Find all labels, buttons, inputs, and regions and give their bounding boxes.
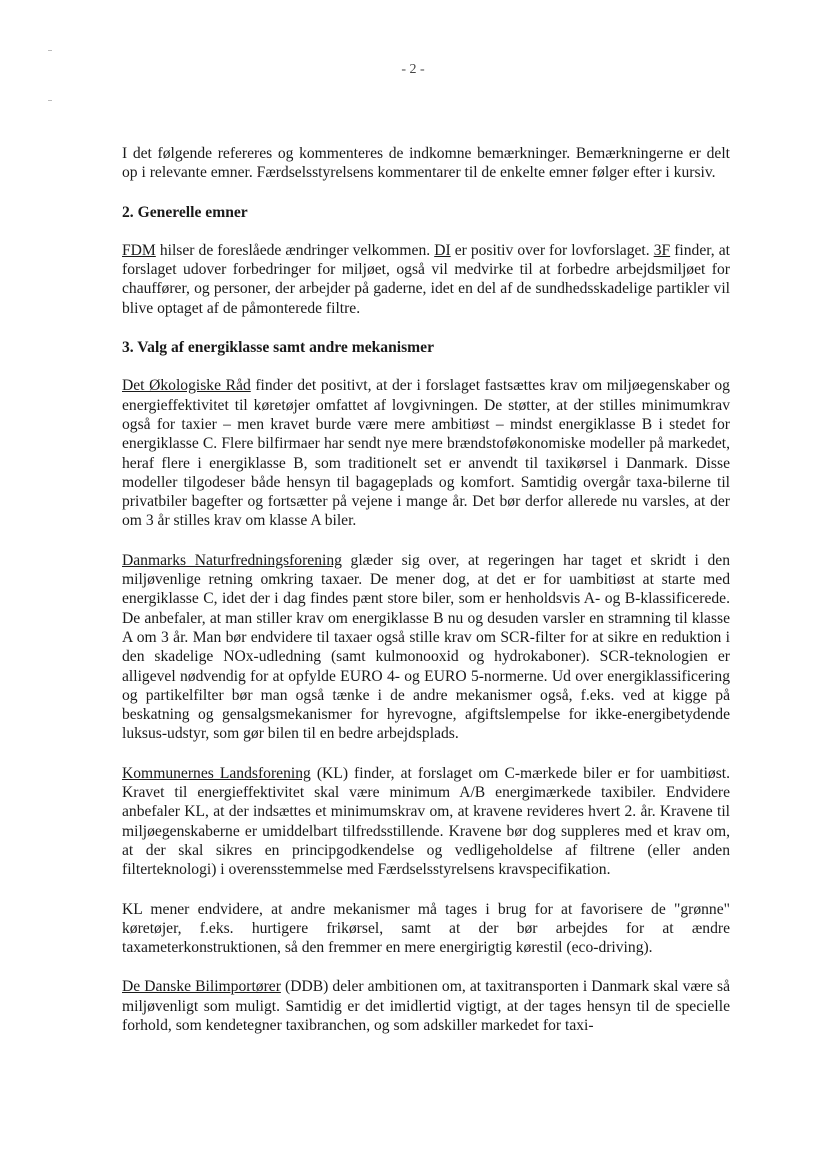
page-number: - 2 -	[401, 62, 425, 77]
scan-mark	[48, 100, 52, 101]
document-body	[122, 144, 730, 1055]
paragraph-ddb	[122, 977, 730, 1035]
org-danmarks-naturfredningsforening: Danmarks Naturfredningsforening	[122, 551, 342, 569]
paragraph-kl	[122, 764, 730, 880]
paragraph-text: (KL) finder, at forslaget om C-mærkede biler er for uambitiøst. Kravet til energieffektivitet skal være minimum A/B energimærkede taxibiler. Endvidere anbefaler KL, at der indsættes et minimumskrav om, at kravene revideres hvert 2. år. Kravene til miljøegenskaberne er umiddelbart tilfredsstillende. Kravene bør dog suppleres med et krav om, at der skal sikres en principgodkendelse og vedligeholdelse af filtrene (eller anden filterteknologi) i overensstemmelse med Færdselsstyrelsens kravspecifikation.	[122, 764, 730, 879]
section-heading-general: 2. Generelle emner	[122, 203, 248, 221]
org-kommunernes-landsforening: Kommunernes Landsforening	[122, 764, 311, 782]
paragraph-text: glæder sig over, at regeringen har taget et skridt i den miljøvenlige retning omkring taxaer. De mener dog, at det er for uambitiøst at starte med energiklasse C, idet der i dag findes pænt store biler, som er henholdsvis A- og B-klassificerede. De anbefaler, at man stiller krav om energiklasse B nu og desuden varsler en stramning til klasse A om 3 år. Man bør endvidere til taxaer også stille krav om SCR-filter for at sikre en reduktion i den skadelige NOx-udledning (samt kulmonooxid og hydrokaboner). SCR-teknologien er alligevel nødvendig for at opfylde EURO 4- og EURO 5-normerne. Ud over energiklassificering og partikelfilter bør man også tænke i de andre mekanismer også, f.eks. ved at kigge på beskatning og gensalgsmekanismer for hyrevogne, afgiftslempelse for ikke-energibetydende luksus-udstyr, som gør bilen til en bedre arbejdsplads.	[122, 551, 731, 743]
org-de-danske-bilimportorer: De Danske Bilimportører	[122, 978, 281, 996]
paragraph-text: (DDB) deler ambitionen om, at taxitransporten i Danmark skal være så miljøvenligt som muligt. Samtidig er det imidlertid vigtigt, at der tages hensyn til de specielle forhold, som kendetegner taxibranchen, og som adskiller markedet for taxi-	[122, 978, 730, 1034]
paragraph-naturfredningsforening	[122, 551, 730, 744]
paragraph-text: er positiv over for lovforslaget.	[450, 241, 654, 259]
intro-paragraph: I det følgende refereres og kommenteres de indkomne bemærkninger. Bemærkningerne er delt op i relevante emner. Færdselsstyrelsens kommentarer til de enkelte emner følger efter i kursiv.	[122, 145, 730, 182]
section-heading-energy-class: 3. Valg af energiklasse samt andre mekanismer	[122, 339, 435, 357]
org-di: DI	[434, 241, 451, 259]
paragraph-text: hilser de foreslåede ændringer velkommen.	[155, 241, 435, 259]
paragraph-text: finder, at forslaget udover forbedringer for miljøet, også vil medvirke til at forbedre arbejdsmiljøet for chauffører, og personer, der arbejder på gaderne, idet en del af de sundhedsskadelige partikler vil blive optaget af de påmonterede filtre.	[122, 241, 730, 317]
org-fdm: FDM	[122, 241, 156, 259]
org-det-okologiske-raad: Det Økologiske Råd	[122, 377, 251, 395]
paragraph-general-topics	[122, 241, 730, 318]
scan-mark	[48, 50, 52, 51]
paragraph-okologiske-raad	[122, 376, 730, 530]
org-3f: 3F	[653, 241, 671, 259]
paragraph-text: finder det positivt, at der i forslaget fastsættes krav om miljøegenskaber og energieffektivitet til køretøjer omfattet af lovgivningen. De støtter, at der stilles minimumkrav også for taxier – men kravet burde være mere ambitiøst – mindst energiklasse B i stedet for energiklasse C. Flere bilfirmaer har sendt nye mere brændstoføkonomiske modeller på markedet, heraf flere i energiklasse B, som traditionelt set er anvendt til taxikørsel i Danmark. Disse modeller tilgodeser både hensyn til bagageplads og komfort. Samtidig overgår taxa-bilerne til privatbiler bagefter og fortsætter på vejene i mange år. Det bør derfor allerede nu varsles, at der om 3 år stilles krav om klasse A biler.	[122, 377, 730, 530]
paragraph-kl-mechanisms: KL mener endvidere, at andre mekanismer må tages i brug for at favorisere de "grønne" køretøjer, f.eks. hurtigere frikørsel, samt at der bør arbejdes for at ændre taxameterkonstruktionen, så den fremmer en mere energirigtig kørestil (eco-driving).	[122, 900, 730, 957]
